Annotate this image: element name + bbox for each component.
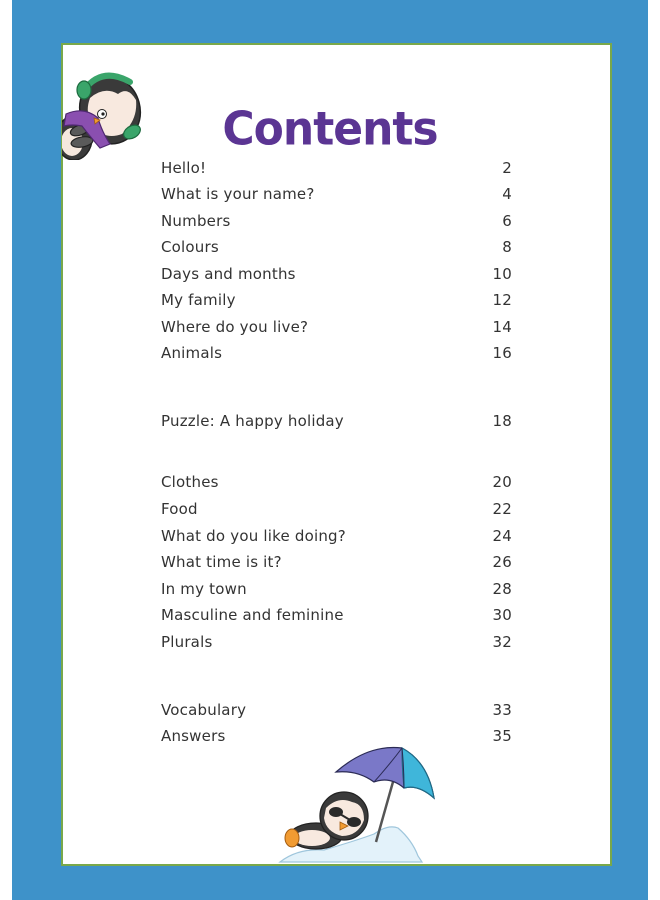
toc-label: What do you like doing?: [161, 527, 346, 545]
toc-page-number: 35: [492, 727, 512, 745]
toc-page-number: 18: [492, 412, 512, 430]
toc-entry: [161, 211, 512, 231]
toc-label: Clothes: [161, 473, 219, 491]
toc-entry: [161, 579, 512, 599]
toc-page-number: 14: [492, 318, 512, 336]
penguin-umbrella-icon: [278, 744, 436, 864]
toc-entry: [161, 526, 512, 546]
toc-label: Numbers: [161, 212, 231, 230]
toc-entry: [161, 158, 512, 178]
toc-entry: [161, 552, 512, 572]
toc-entry: [161, 184, 512, 204]
page-title: Contents: [222, 103, 438, 157]
toc-entry: [161, 237, 512, 257]
toc-label: Vocabulary: [161, 701, 247, 719]
toc-entry: [161, 726, 512, 746]
toc-label: Plurals: [161, 633, 213, 651]
toc-label: Colours: [161, 238, 219, 256]
toc-entry: [161, 317, 512, 337]
toc-page-number: 28: [492, 580, 512, 598]
toc-entry: [161, 472, 512, 492]
toc-label: Hello!: [161, 159, 207, 177]
toc-page-number: 24: [492, 527, 512, 545]
toc-label: What time is it?: [161, 553, 282, 571]
toc-label: Answers: [161, 727, 226, 745]
toc-page-number: 30: [492, 606, 512, 624]
toc-page-number: 26: [492, 553, 512, 571]
toc-label: Puzzle: A happy holiday: [161, 412, 344, 430]
toc-page-number: 20: [492, 473, 512, 491]
toc-page-number: 33: [492, 701, 512, 719]
toc-entry: [161, 700, 512, 720]
toc-page-number: 16: [492, 344, 512, 362]
toc-page-number: 32: [492, 633, 512, 651]
toc-label: What is your name?: [161, 185, 315, 203]
toc-page-number: 6: [502, 212, 512, 230]
toc-page-number: 8: [502, 238, 512, 256]
toc-label: Masculine and feminine: [161, 606, 344, 624]
toc-entry: [161, 499, 512, 519]
toc-label: In my town: [161, 580, 247, 598]
toc-label: Days and months: [161, 265, 296, 283]
toc-entry: [161, 343, 512, 363]
toc-label: Where do you live?: [161, 318, 309, 336]
toc-entry: [161, 632, 512, 652]
toc-entry: [161, 264, 512, 284]
toc-entry: [161, 605, 512, 625]
toc-label: Food: [161, 500, 198, 518]
toc-entry: [161, 411, 512, 431]
toc-page-number: 4: [502, 185, 512, 203]
toc-page-number: 22: [492, 500, 512, 518]
toc-page-number: 2: [502, 159, 512, 177]
toc-page-number: 10: [492, 265, 512, 283]
toc-entry: [161, 290, 512, 310]
toc-label: Animals: [161, 344, 223, 362]
toc-page-number: 12: [492, 291, 512, 309]
toc-label: My family: [161, 291, 236, 309]
